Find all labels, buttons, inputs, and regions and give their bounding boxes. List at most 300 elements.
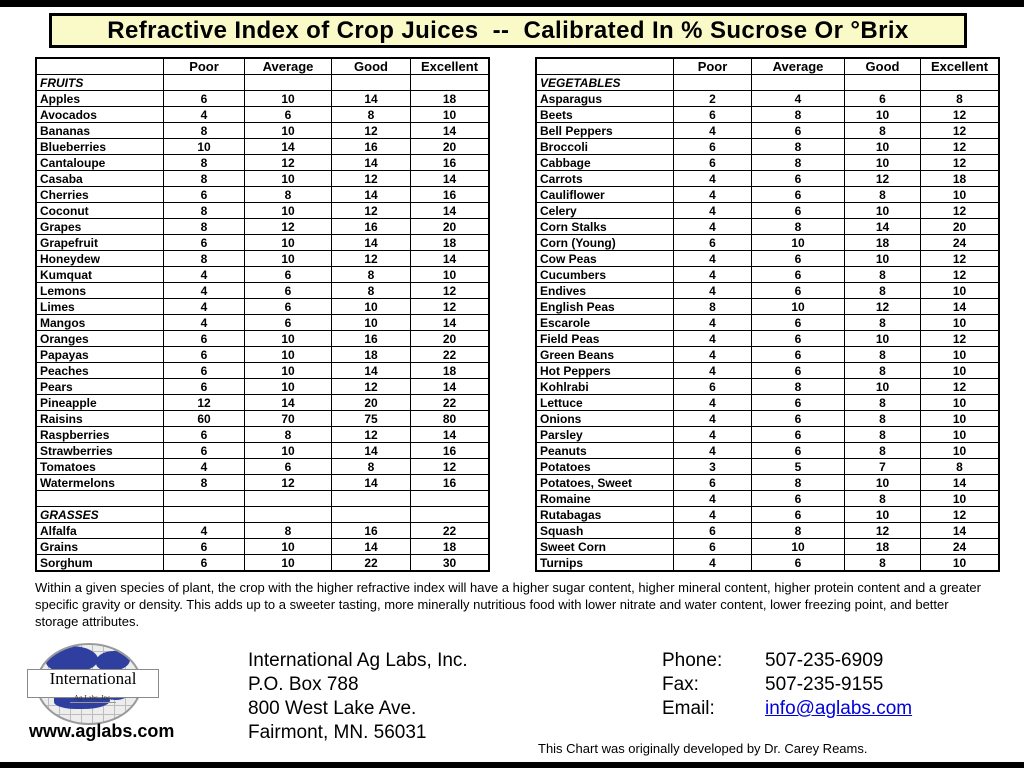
value-cell: 6 — [674, 539, 752, 555]
crop-name-cell: Sweet Corn — [536, 539, 674, 555]
value-cell: 12 — [245, 475, 332, 491]
value-cell — [332, 491, 411, 507]
value-cell — [164, 507, 245, 523]
fruits-grasses-table — [35, 57, 490, 572]
value-cell: 8 — [845, 427, 921, 443]
value-cell: 6 — [674, 139, 752, 155]
table-row — [36, 235, 489, 251]
table-row — [536, 459, 999, 475]
value-cell: 4 — [674, 315, 752, 331]
table-row — [536, 315, 999, 331]
value-cell: 8 — [845, 411, 921, 427]
crop-name-cell: Coconut — [36, 203, 164, 219]
crop-name-cell: Pears — [36, 379, 164, 395]
value-cell: 18 — [411, 539, 490, 555]
value-cell: 6 — [245, 459, 332, 475]
table-row — [36, 267, 489, 283]
table-row — [36, 395, 489, 411]
value-cell: 8 — [752, 379, 845, 395]
value-cell: 8 — [752, 139, 845, 155]
crop-name-cell: Rutabagas — [536, 507, 674, 523]
value-cell: 10 — [921, 187, 1000, 203]
table-row — [36, 555, 489, 572]
crop-name-cell: Asparagus — [536, 91, 674, 107]
table-row — [536, 155, 999, 171]
value-cell: 8 — [245, 427, 332, 443]
table-row — [536, 203, 999, 219]
value-cell: 12 — [332, 171, 411, 187]
value-cell: 22 — [411, 523, 490, 539]
crop-name-cell: Alfalfa — [36, 523, 164, 539]
value-cell: 6 — [674, 107, 752, 123]
crop-name-cell: Peaches — [36, 363, 164, 379]
value-cell: 10 — [845, 507, 921, 523]
value-cell: 8 — [845, 315, 921, 331]
value-cell: 6 — [752, 267, 845, 283]
crop-name-cell: Sorghum — [36, 555, 164, 572]
value-cell: 24 — [921, 539, 1000, 555]
value-cell: 12 — [921, 251, 1000, 267]
table-row — [536, 91, 999, 107]
value-cell — [411, 507, 490, 523]
value-cell: 4 — [164, 523, 245, 539]
value-cell: 8 — [752, 107, 845, 123]
crop-name-cell: Kohlrabi — [536, 379, 674, 395]
value-cell: 4 — [164, 267, 245, 283]
crop-name-cell: Cucumbers — [536, 267, 674, 283]
value-cell: 6 — [752, 283, 845, 299]
top-border-bar — [0, 0, 1024, 7]
table-row — [536, 523, 999, 539]
value-cell: 8 — [845, 555, 921, 572]
value-cell: 12 — [845, 171, 921, 187]
crop-name-cell: Tomatoes — [36, 459, 164, 475]
crop-name-cell: Squash — [536, 523, 674, 539]
value-cell: 16 — [411, 155, 490, 171]
value-cell — [332, 75, 411, 91]
crop-name-cell — [536, 58, 674, 75]
crop-name-cell: FRUITS — [36, 75, 164, 91]
value-cell: 8 — [332, 107, 411, 123]
value-cell: 4 — [674, 219, 752, 235]
value-cell: 10 — [332, 299, 411, 315]
value-cell: 18 — [845, 539, 921, 555]
value-cell: 6 — [752, 171, 845, 187]
table-row — [536, 363, 999, 379]
value-cell: 10 — [845, 475, 921, 491]
value-cell: 8 — [164, 171, 245, 187]
value-cell: 6 — [245, 315, 332, 331]
value-cell: 6 — [752, 123, 845, 139]
value-cell: 8 — [674, 299, 752, 315]
value-cell: 10 — [245, 555, 332, 572]
value-cell: 4 — [674, 123, 752, 139]
table-row — [536, 267, 999, 283]
value-cell: 10 — [332, 315, 411, 331]
crop-name-cell: English Peas — [536, 299, 674, 315]
value-cell: 6 — [674, 235, 752, 251]
crop-name-cell: Lemons — [36, 283, 164, 299]
table-row — [536, 171, 999, 187]
value-cell: 10 — [245, 91, 332, 107]
value-cell: 80 — [411, 411, 490, 427]
data-table — [35, 57, 490, 572]
value-cell: 12 — [411, 299, 490, 315]
value-cell: 6 — [752, 555, 845, 572]
email-link[interactable]: info@aglabs.com — [765, 698, 913, 719]
value-cell: Excellent — [921, 58, 1000, 75]
value-cell: 70 — [245, 411, 332, 427]
value-cell: 10 — [845, 251, 921, 267]
table-row — [36, 139, 489, 155]
value-cell: 60 — [164, 411, 245, 427]
value-cell: 12 — [921, 203, 1000, 219]
value-cell — [164, 491, 245, 507]
value-cell: 7 — [845, 459, 921, 475]
explanatory-note: Within a given species of plant, the crop with the higher refractive index will have a higher sugar content, higher mineral content, higher protein content and a greater specific gravity or density. This adds up to a sweeter tasting, more minerally nutritious food with lower nitrate and water content, lower freezing point, and better storage attributes. — [35, 580, 981, 629]
table-row — [536, 139, 999, 155]
crop-name-cell: Corn Stalks — [536, 219, 674, 235]
table-row — [536, 411, 999, 427]
value-cell: 8 — [164, 219, 245, 235]
crop-name-cell: Papayas — [36, 347, 164, 363]
value-cell — [411, 491, 490, 507]
value-cell: 14 — [245, 139, 332, 155]
value-cell: 22 — [411, 395, 490, 411]
crop-name-cell: Cabbage — [536, 155, 674, 171]
value-cell: 5 — [752, 459, 845, 475]
address-line: P.O. Box 788 — [248, 674, 359, 695]
value-cell: 8 — [245, 523, 332, 539]
value-cell: 4 — [674, 411, 752, 427]
value-cell: 18 — [411, 91, 490, 107]
section-header-row — [536, 75, 999, 91]
address-line: International Ag Labs, Inc. — [248, 650, 468, 671]
table-row — [36, 251, 489, 267]
section-header-row — [36, 507, 489, 523]
bottom-border-bar — [0, 762, 1024, 768]
table-row — [536, 427, 999, 443]
value-cell: 8 — [845, 363, 921, 379]
crop-name-cell: Avocados — [36, 107, 164, 123]
crop-name-cell: Beets — [536, 107, 674, 123]
value-cell: 6 — [245, 299, 332, 315]
value-cell: 10 — [921, 555, 1000, 572]
value-cell: 20 — [411, 219, 490, 235]
value-cell: Poor — [674, 58, 752, 75]
value-cell: 4 — [674, 507, 752, 523]
value-cell: 20 — [411, 139, 490, 155]
value-cell: 14 — [332, 155, 411, 171]
crop-name-cell: Green Beans — [536, 347, 674, 363]
value-cell: 4 — [674, 443, 752, 459]
value-cell: 2 — [674, 91, 752, 107]
crop-name-cell: Corn (Young) — [536, 235, 674, 251]
value-cell: 6 — [674, 475, 752, 491]
crop-name-cell: Pineapple — [36, 395, 164, 411]
table-row — [36, 363, 489, 379]
value-cell: 14 — [332, 235, 411, 251]
crop-name-cell — [36, 58, 164, 75]
value-cell: 4 — [752, 91, 845, 107]
table-row — [36, 187, 489, 203]
value-cell: 6 — [752, 187, 845, 203]
value-cell — [164, 75, 245, 91]
title-banner — [49, 13, 967, 48]
value-cell: 18 — [411, 235, 490, 251]
crop-name-cell: Raspberries — [36, 427, 164, 443]
table-row — [36, 203, 489, 219]
value-cell: 14 — [245, 395, 332, 411]
value-cell: 10 — [411, 267, 490, 283]
value-cell: 4 — [674, 283, 752, 299]
value-cell — [332, 507, 411, 523]
value-cell: 10 — [245, 123, 332, 139]
table-row — [536, 283, 999, 299]
value-cell: 6 — [752, 331, 845, 347]
value-cell: 6 — [674, 155, 752, 171]
table-row — [536, 251, 999, 267]
crop-name-cell: Turnips — [536, 555, 674, 572]
crop-name-cell: Cantaloupe — [36, 155, 164, 171]
value-cell: 6 — [752, 347, 845, 363]
value-cell: 8 — [164, 475, 245, 491]
table-row — [36, 411, 489, 427]
value-cell: 6 — [245, 283, 332, 299]
value-cell: 4 — [164, 299, 245, 315]
value-cell: 14 — [332, 91, 411, 107]
table-row — [36, 475, 489, 491]
value-cell: 10 — [921, 315, 1000, 331]
value-cell: 4 — [674, 267, 752, 283]
table-row — [536, 491, 999, 507]
value-cell: 10 — [845, 331, 921, 347]
crop-name-cell: VEGETABLES — [536, 75, 674, 91]
value-cell: 30 — [411, 555, 490, 572]
crop-name-cell — [36, 491, 164, 507]
crop-name-cell: Potatoes — [536, 459, 674, 475]
table-row — [36, 171, 489, 187]
crop-name-cell: Cherries — [36, 187, 164, 203]
value-cell: 6 — [164, 539, 245, 555]
value-cell: 6 — [752, 395, 845, 411]
globe-landmass — [96, 651, 130, 671]
crop-name-cell: Grains — [36, 539, 164, 555]
crop-name-cell: Bell Peppers — [536, 123, 674, 139]
value-cell: 24 — [921, 235, 1000, 251]
value-cell: 6 — [752, 443, 845, 459]
value-cell: 12 — [845, 523, 921, 539]
value-cell: 14 — [411, 171, 490, 187]
value-cell — [245, 507, 332, 523]
value-cell — [674, 75, 752, 91]
table-row — [536, 107, 999, 123]
value-cell: 6 — [164, 91, 245, 107]
address-line: 800 West Lake Ave. — [248, 698, 417, 719]
value-cell: 8 — [752, 219, 845, 235]
table-row — [536, 379, 999, 395]
value-cell: 3 — [674, 459, 752, 475]
value-cell: 10 — [845, 155, 921, 171]
contact-block — [662, 649, 912, 721]
value-cell: 8 — [332, 459, 411, 475]
value-cell: 10 — [921, 347, 1000, 363]
value-cell: 14 — [411, 203, 490, 219]
value-cell: 10 — [845, 379, 921, 395]
value-cell: 12 — [845, 299, 921, 315]
table-row — [36, 123, 489, 139]
value-cell: 4 — [164, 107, 245, 123]
value-cell: 10 — [845, 203, 921, 219]
value-cell: 14 — [411, 251, 490, 267]
value-cell: 12 — [332, 427, 411, 443]
crop-name-cell: Peanuts — [536, 443, 674, 459]
value-cell: 10 — [752, 299, 845, 315]
phone-label: Phone: — [662, 650, 723, 671]
value-cell: 10 — [845, 107, 921, 123]
crop-name-cell: Endives — [536, 283, 674, 299]
crop-name-cell: Escarole — [536, 315, 674, 331]
value-cell: 6 — [674, 523, 752, 539]
value-cell: 10 — [921, 363, 1000, 379]
value-cell: 6 — [164, 427, 245, 443]
value-cell: 16 — [411, 187, 490, 203]
value-cell: 4 — [164, 315, 245, 331]
value-cell: Average — [245, 58, 332, 75]
table-row — [536, 443, 999, 459]
value-cell: 4 — [674, 395, 752, 411]
crop-name-cell: Broccoli — [536, 139, 674, 155]
value-cell: 8 — [164, 155, 245, 171]
table-row — [536, 299, 999, 315]
value-cell: Average — [752, 58, 845, 75]
value-cell: 14 — [332, 475, 411, 491]
value-cell: 8 — [164, 251, 245, 267]
value-cell: 20 — [921, 219, 1000, 235]
crop-name-cell: Raisins — [36, 411, 164, 427]
crop-name-cell: Carrots — [536, 171, 674, 187]
value-cell: 22 — [332, 555, 411, 572]
value-cell: 22 — [411, 347, 490, 363]
email-label: Email: — [662, 698, 715, 719]
value-cell: 8 — [845, 395, 921, 411]
value-cell: 6 — [752, 491, 845, 507]
page-title: Refractive Index of Crop Juices -- Calibrated In % Sucrose Or °Brix — [107, 16, 909, 44]
value-cell: 8 — [245, 187, 332, 203]
value-cell: 10 — [845, 139, 921, 155]
value-cell: 75 — [332, 411, 411, 427]
value-cell: 8 — [752, 155, 845, 171]
email-row — [662, 697, 912, 721]
value-cell: 4 — [674, 491, 752, 507]
value-cell: 10 — [245, 251, 332, 267]
value-cell: 12 — [921, 507, 1000, 523]
table-row — [536, 507, 999, 523]
crop-name-cell: Bananas — [36, 123, 164, 139]
value-cell: 10 — [245, 235, 332, 251]
value-cell: 10 — [921, 395, 1000, 411]
value-cell: 6 — [845, 91, 921, 107]
value-cell: 14 — [411, 123, 490, 139]
table-row — [536, 331, 999, 347]
value-cell: 16 — [411, 475, 490, 491]
table-row — [36, 459, 489, 475]
table-row — [36, 155, 489, 171]
value-cell: 4 — [674, 251, 752, 267]
crop-name-cell: Cow Peas — [536, 251, 674, 267]
value-cell: 6 — [164, 379, 245, 395]
value-cell: Excellent — [411, 58, 490, 75]
value-cell: 12 — [921, 107, 1000, 123]
value-cell: 16 — [332, 523, 411, 539]
crop-name-cell: Hot Peppers — [536, 363, 674, 379]
fax-row — [662, 673, 912, 697]
table-row — [36, 107, 489, 123]
table-row — [536, 235, 999, 251]
value-cell: 20 — [411, 331, 490, 347]
crop-name-cell: Apples — [36, 91, 164, 107]
table-row — [536, 395, 999, 411]
crop-name-cell: Grapes — [36, 219, 164, 235]
credit-line: This Chart was originally developed by Dr. Carey Reams. — [538, 741, 868, 756]
value-cell: 12 — [332, 203, 411, 219]
value-cell: 6 — [674, 379, 752, 395]
value-cell: 16 — [332, 219, 411, 235]
value-cell: 10 — [921, 491, 1000, 507]
value-cell — [752, 75, 845, 91]
value-cell: 12 — [921, 379, 1000, 395]
value-cell: 8 — [164, 123, 245, 139]
table-row — [536, 219, 999, 235]
value-cell: 12 — [921, 155, 1000, 171]
value-cell: 6 — [164, 187, 245, 203]
table-row — [36, 283, 489, 299]
phone-row — [662, 649, 912, 673]
value-cell — [245, 75, 332, 91]
value-cell: 6 — [752, 315, 845, 331]
value-cell: 10 — [245, 443, 332, 459]
spacer-row — [36, 491, 489, 507]
value-cell: 4 — [164, 283, 245, 299]
value-cell: 4 — [674, 363, 752, 379]
crop-name-cell: Onions — [536, 411, 674, 427]
value-cell: 4 — [674, 555, 752, 572]
value-cell: 4 — [674, 203, 752, 219]
value-cell: 14 — [332, 539, 411, 555]
value-cell: Good — [845, 58, 921, 75]
value-cell: 8 — [752, 475, 845, 491]
value-cell: 12 — [245, 219, 332, 235]
crop-name-cell: Romaine — [536, 491, 674, 507]
table-row — [36, 443, 489, 459]
value-cell: 14 — [921, 523, 1000, 539]
logo-wordmark — [27, 669, 159, 702]
value-cell: 14 — [411, 379, 490, 395]
table-row — [536, 187, 999, 203]
table-row — [36, 331, 489, 347]
crop-name-cell: Limes — [36, 299, 164, 315]
crop-name-cell: Kumquat — [36, 267, 164, 283]
value-cell: 6 — [245, 107, 332, 123]
value-cell: 6 — [164, 363, 245, 379]
value-cell: 10 — [245, 379, 332, 395]
crop-name-cell: Celery — [536, 203, 674, 219]
value-cell: 8 — [332, 267, 411, 283]
value-cell: 6 — [752, 427, 845, 443]
value-cell: 14 — [921, 299, 1000, 315]
value-cell: 10 — [245, 331, 332, 347]
value-cell: 10 — [245, 363, 332, 379]
